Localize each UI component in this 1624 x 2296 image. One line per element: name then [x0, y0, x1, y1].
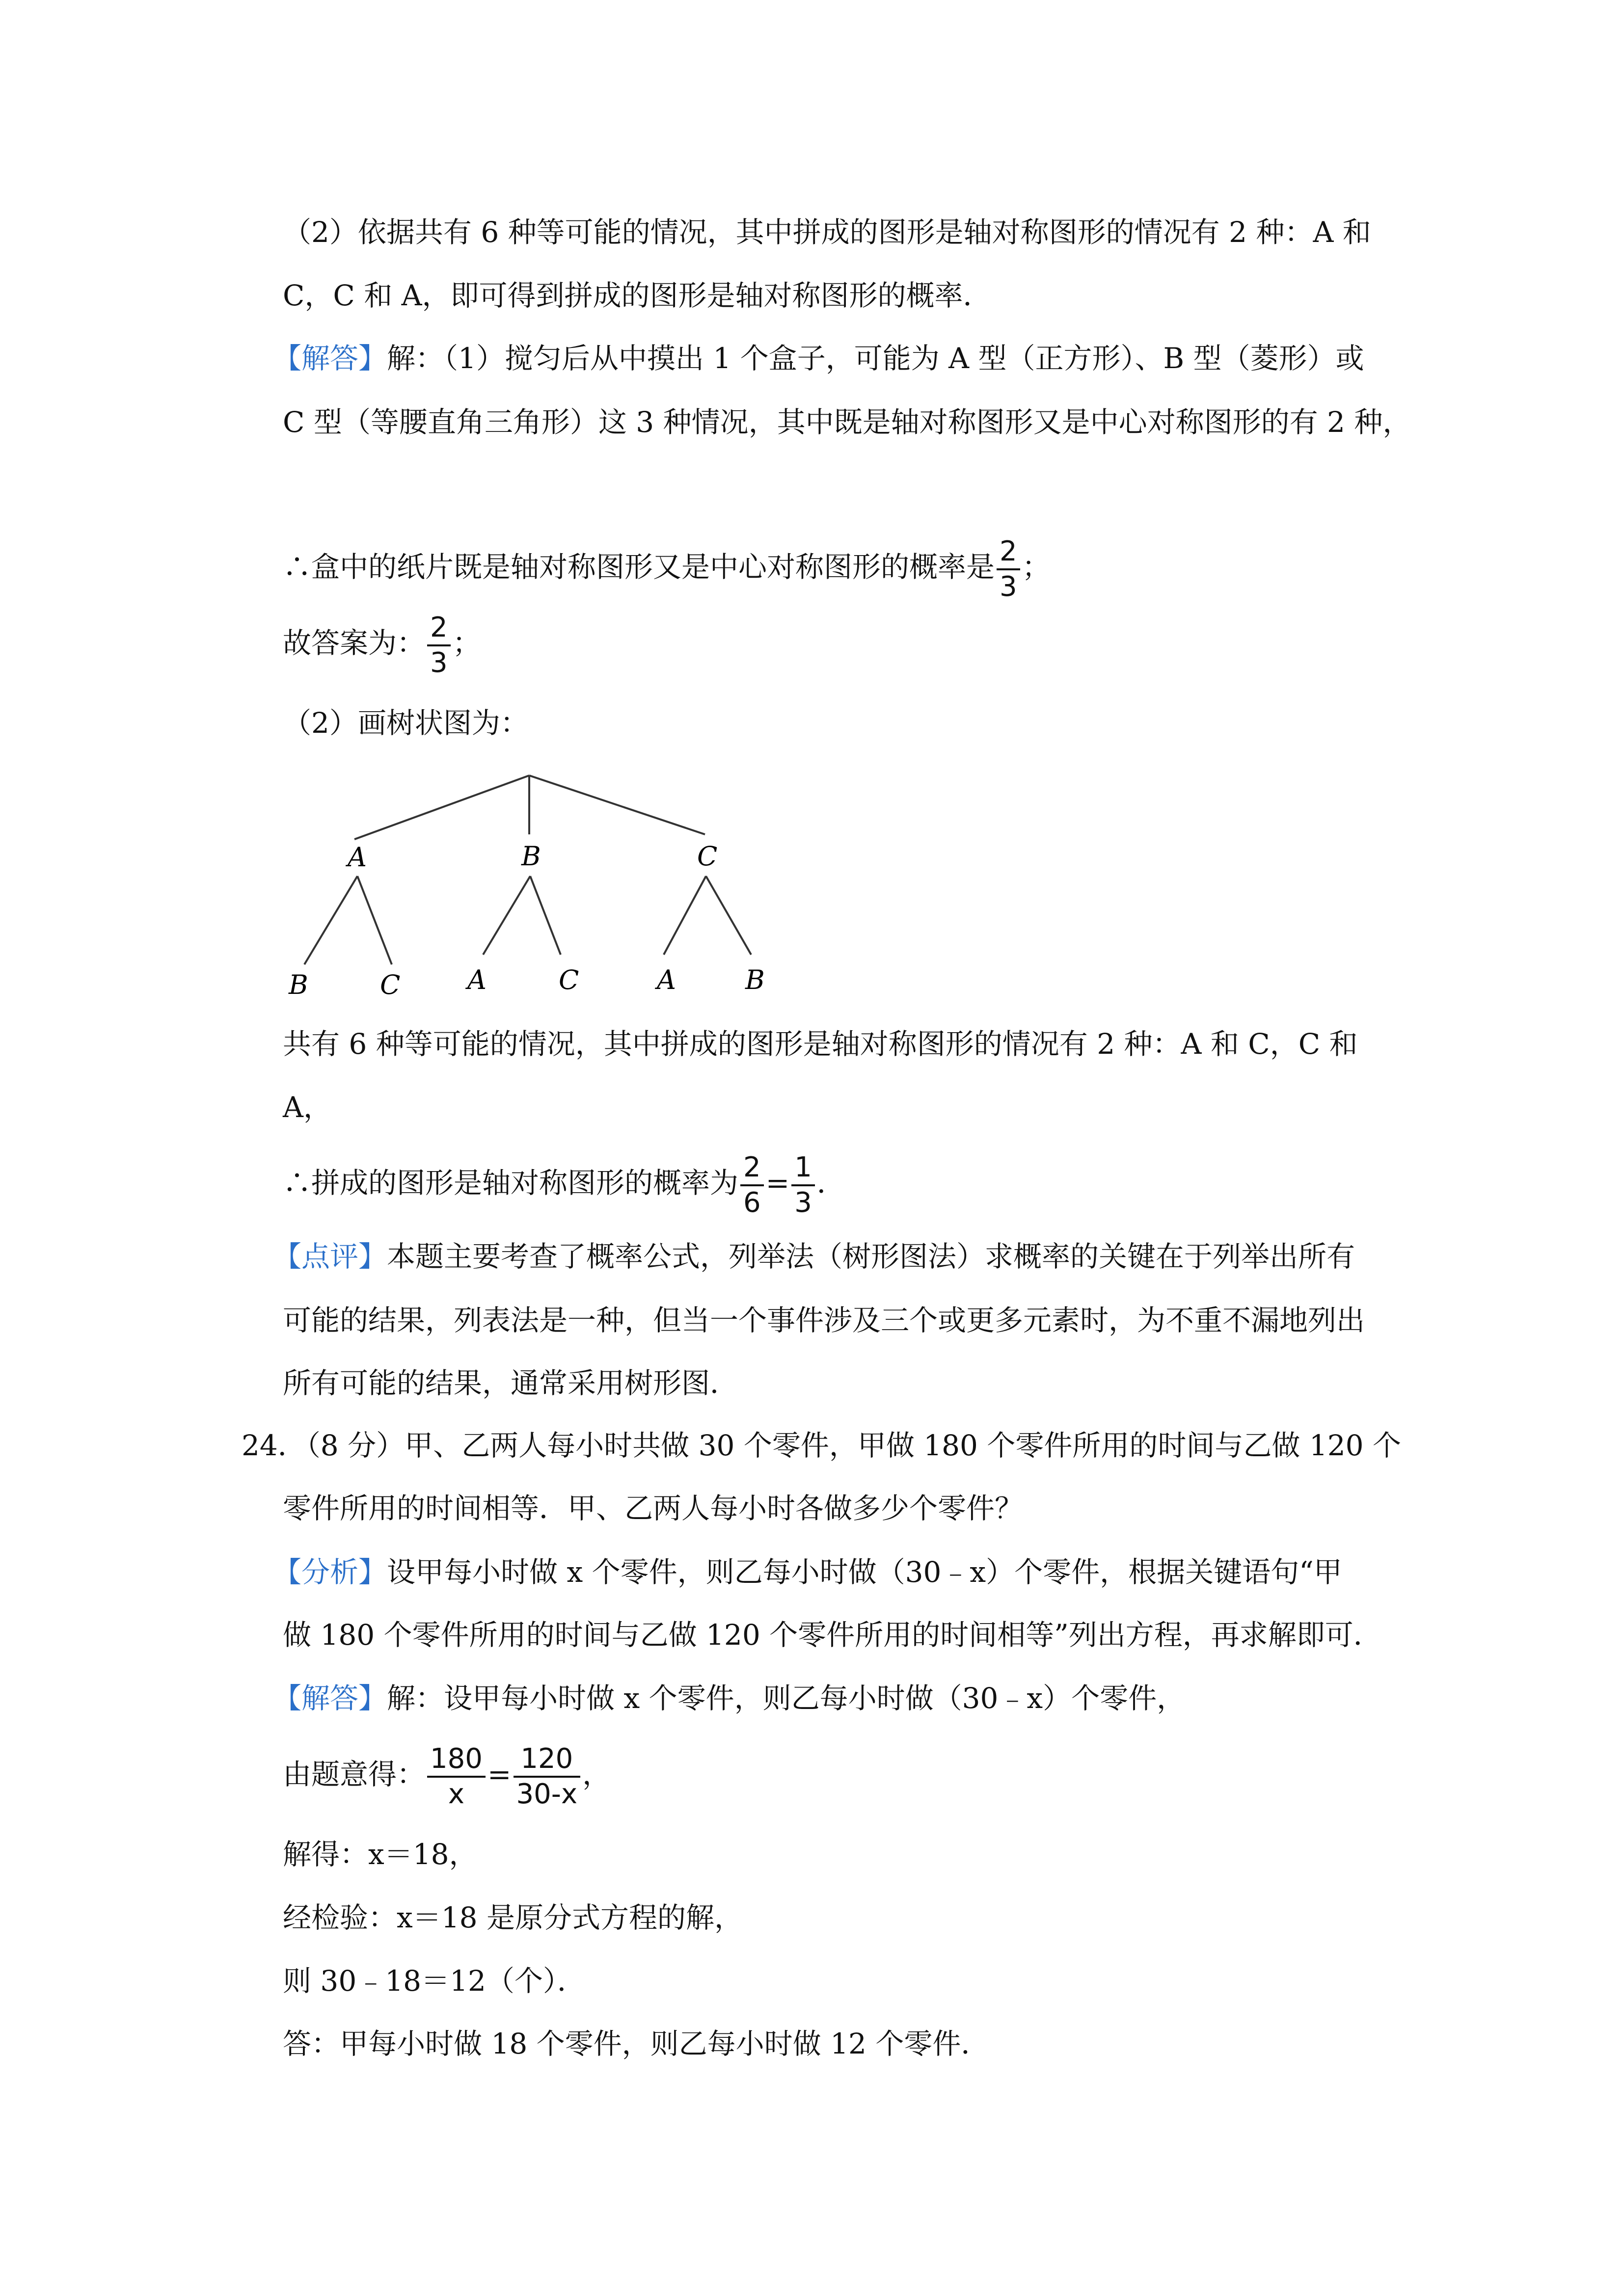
- tree-node-a: A: [348, 842, 367, 873]
- tree-leaf: B: [289, 969, 308, 1000]
- text-line: [283, 1148, 845, 1217]
- tree-diagram: [275, 766, 825, 1006]
- fraction-1-3: [791, 1151, 815, 1219]
- fraction-denominator: 3: [794, 1186, 812, 1219]
- answer-tag: 【解答】: [273, 342, 387, 375]
- text-line: 解得：x＝18，: [283, 1838, 478, 1871]
- fraction-numerator: 2: [743, 1151, 761, 1183]
- text-line: 做 180 个零件所用的时间与乙做 120 个零件所用的时间相等”列出方程，再求解即可．: [283, 1618, 1382, 1652]
- answer-text: 解：设甲每小时做 x 个零件，则乙每小时做（30﹣x）个零件，: [387, 1682, 1186, 1715]
- equals-sign: =: [487, 1758, 512, 1791]
- text-line: [283, 609, 481, 677]
- text-span: ．: [816, 1166, 845, 1200]
- tree-leaf: C: [380, 969, 401, 1000]
- text-line: 可能的结果，列表法是一种，但当一个事件涉及三个或更多元素时，为不重不漏地列出: [283, 1304, 1365, 1337]
- text-line: 则 30﹣18＝12（个）．: [283, 1964, 586, 1998]
- text-span: ；: [1022, 550, 1051, 584]
- text-span: ；: [452, 626, 481, 660]
- fraction-180-x: [427, 1742, 486, 1810]
- text-line: C，C 和 A，即可得到拼成的图形是轴对称图形的概率．: [283, 279, 992, 312]
- text-line: （2）画树状图为：: [283, 706, 529, 740]
- fraction-numerator: 180: [430, 1742, 483, 1775]
- text-line: A，: [283, 1091, 332, 1124]
- text-line: 答：甲每小时做 18 个零件，则乙每小时做 12 个零件．: [283, 2027, 990, 2060]
- tree-node-b: B: [521, 841, 541, 872]
- text-span: ∴拼成的图形是轴对称图形的概率为: [283, 1166, 739, 1200]
- text-span: 由题意得：: [283, 1758, 426, 1791]
- answer-text: 解：（1）搅匀后从中摸出 1 个盒子，可能为 A 型（正方形）、B 型（菱形）或: [387, 342, 1364, 375]
- text-line: [273, 339, 1364, 378]
- fraction-120: [514, 1742, 581, 1810]
- fraction-numerator: 2: [1000, 535, 1017, 567]
- fraction-denominator: 3: [1000, 570, 1017, 603]
- fraction-2-3: [997, 535, 1020, 603]
- fraction-denominator: 3: [430, 646, 448, 679]
- fraction-numerator: 2: [430, 611, 448, 643]
- text-line: C 型（等腰直角三角形）这 3 种情况，其中既是轴对称图形又是中心对称图形的有 2 种，: [283, 405, 1411, 439]
- text-line: （2）依据共有 6 种等可能的情况，其中拼成的图形是轴对称图形的情况有 2 种：A 和: [283, 215, 1371, 249]
- text-line: [273, 1679, 1185, 1718]
- tree-leaf: B: [745, 964, 765, 995]
- tree-leaf: A: [467, 964, 487, 995]
- text-line: 共有 6 种等可能的情况，其中拼成的图形是轴对称图形的情况有 2 种：A 和 C，C 和: [283, 1027, 1358, 1061]
- fraction-numerator: 120: [520, 1742, 573, 1775]
- fraction-2-3: [427, 611, 451, 679]
- tree-node-c: C: [697, 841, 718, 872]
- fraction-denominator: 30-x: [516, 1778, 578, 1810]
- text-span: ∴盒中的纸片既是轴对称图形又是中心对称图形的概率是: [283, 550, 995, 584]
- tree-leaf: A: [657, 964, 676, 995]
- comment-text: 本题主要考查了概率公式，列举法（树形图法）求概率的关键在于列举出所有: [387, 1240, 1355, 1273]
- text-span: ，: [582, 1758, 611, 1791]
- fraction-denominator: 6: [743, 1186, 761, 1219]
- text-line: [283, 1740, 611, 1809]
- text-line: [283, 533, 1051, 601]
- fraction-2-6: [740, 1151, 764, 1219]
- comment-tag: 【点评】: [273, 1240, 387, 1273]
- tree-leaf: C: [559, 964, 579, 995]
- text-line: 零件所用的时间相等．甲、乙两人每小时各做多少个零件？: [283, 1492, 1024, 1525]
- analysis-tag: 【分析】: [273, 1555, 387, 1589]
- fraction-denominator: x: [448, 1778, 465, 1810]
- analysis-text: 设甲每小时做 x 个零件，则乙每小时做（30﹣x）个零件，根据关键语句“甲: [387, 1555, 1342, 1589]
- equals-sign: =: [765, 1166, 790, 1200]
- fraction-numerator: 1: [794, 1151, 812, 1183]
- answer-tag: 【解答】: [273, 1682, 387, 1715]
- text-line: 所有可能的结果，通常采用树形图．: [283, 1366, 739, 1400]
- text-span: 故答案为：: [283, 626, 426, 660]
- text-line: [273, 1237, 1355, 1276]
- text-line: 经检验：x＝18 是原分式方程的解，: [283, 1901, 743, 1934]
- text-line: [273, 1552, 1342, 1592]
- question-24-line: 24．（8 分）甲、乙两人每小时共做 30 个零件，甲做 180 个零件所用的时间与乙做 120 个: [242, 1429, 1401, 1462]
